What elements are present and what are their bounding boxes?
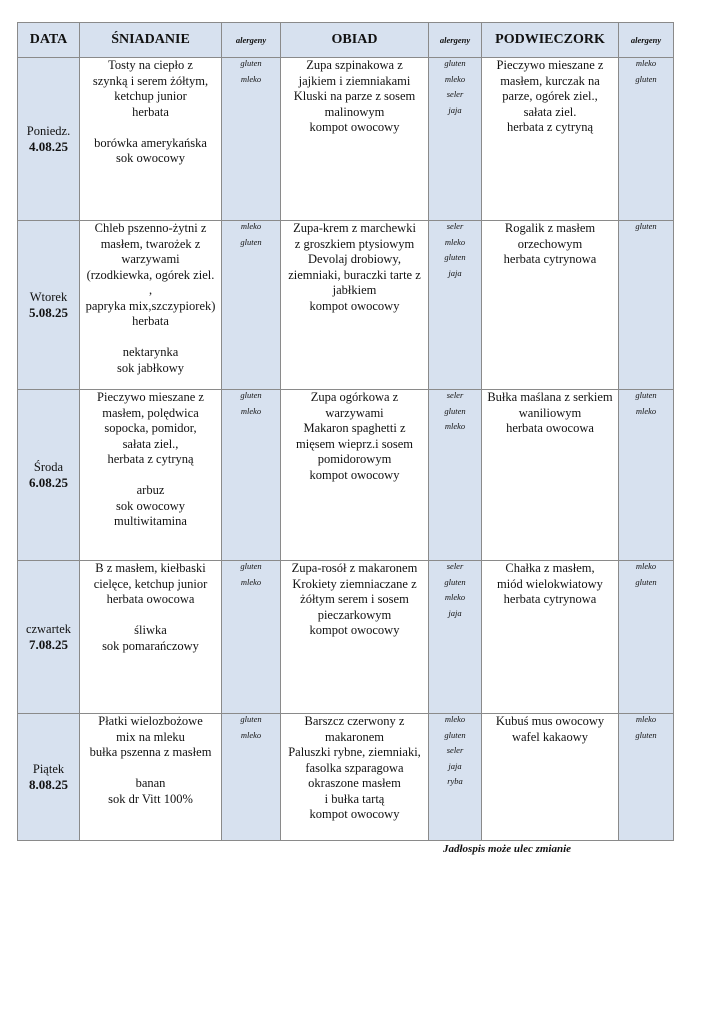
menu-line bbox=[80, 330, 221, 346]
menu-line: ketchup junior bbox=[114, 89, 187, 103]
lunch-cell bbox=[281, 58, 429, 221]
allergen-item: jaja bbox=[448, 104, 462, 115]
day-row bbox=[18, 561, 674, 714]
breakfast-allergens-cell bbox=[222, 390, 281, 561]
menu-line: herbata owocowa bbox=[106, 592, 195, 606]
menu-line: Chleb pszenno-żytni z bbox=[94, 221, 207, 235]
lunch-allergens-cell bbox=[429, 390, 482, 561]
menu-line: arbuz bbox=[136, 483, 165, 497]
lunch-cell bbox=[281, 714, 429, 841]
day-date: 8.08.25 bbox=[29, 777, 68, 792]
day-cell bbox=[18, 58, 80, 221]
day-name: Piątek bbox=[32, 762, 65, 776]
menu-line: herbata bbox=[132, 104, 169, 119]
allergen-item: mleko bbox=[444, 236, 466, 247]
menu-line: warzywami bbox=[121, 252, 180, 266]
menu-line: żółtym serem i sosem bbox=[300, 592, 409, 606]
menu-line: Rogalik z masłem bbox=[504, 221, 596, 235]
day-cell bbox=[18, 714, 80, 841]
lunch-allergens-cell bbox=[429, 221, 482, 390]
allergen-item: gluten bbox=[635, 221, 657, 231]
menu-line: papryka mix,szczypiorek) bbox=[85, 298, 216, 313]
allergen-item: seler bbox=[446, 390, 464, 400]
menu-line: Zupa-krem z marchewki bbox=[293, 221, 416, 235]
menu-line: mix na mleku bbox=[116, 729, 185, 744]
allergen-item: gluten bbox=[240, 58, 262, 68]
allergen-item: mleko bbox=[635, 714, 657, 724]
menu-line: Chałka z masłem, bbox=[505, 561, 595, 575]
header-allergens-breakfast: alergeny bbox=[222, 23, 281, 58]
menu-line: bułka pszenna z masłem bbox=[89, 745, 212, 759]
menu-line: borówka amerykańska bbox=[94, 135, 207, 150]
menu-line: malinowym bbox=[324, 104, 385, 119]
menu-line: masłem, kurczak na bbox=[500, 73, 600, 88]
menu-line: miód wielokwiatowy bbox=[497, 576, 603, 591]
allergen-item: gluten bbox=[240, 561, 262, 571]
menu-line: kompot owocowy bbox=[309, 807, 400, 821]
allergen-item: mleko bbox=[240, 576, 262, 587]
allergen-item: jaja bbox=[448, 607, 462, 618]
breakfast-allergens-cell bbox=[222, 561, 281, 714]
menu-line: kompot owocowy bbox=[309, 623, 400, 637]
menu-table bbox=[17, 22, 674, 841]
allergen-item: gluten bbox=[444, 405, 466, 416]
snack-cell bbox=[482, 714, 619, 841]
menu-line: Tosty na ciepło z bbox=[108, 58, 193, 72]
header-breakfast: ŚNIADANIE bbox=[80, 23, 222, 58]
snack-cell bbox=[482, 390, 619, 561]
menu-line: sok owocowy bbox=[115, 498, 186, 513]
day-row bbox=[18, 714, 674, 841]
menu-line: sałata ziel. bbox=[523, 104, 577, 119]
lunch-cell bbox=[281, 561, 429, 714]
menu-body bbox=[18, 58, 674, 841]
breakfast-cell bbox=[80, 714, 222, 841]
breakfast-cell bbox=[80, 58, 222, 221]
menu-line: Zupa-rosół z makaronem bbox=[291, 561, 418, 575]
menu-line: pomidorowym bbox=[317, 452, 392, 466]
menu-line: banan bbox=[135, 776, 166, 790]
menu-line: sok jabłkowy bbox=[116, 360, 184, 375]
allergen-item: mleko bbox=[635, 58, 657, 68]
menu-line bbox=[80, 761, 221, 777]
header-allergens-snack: alergeny bbox=[619, 23, 674, 58]
header-allergens-lunch: alergeny bbox=[429, 23, 482, 58]
menu-line: pieczarkowym bbox=[317, 607, 392, 622]
menu-line: herbata z cytryną bbox=[506, 120, 594, 134]
breakfast-cell bbox=[80, 390, 222, 561]
header-lunch: OBIAD bbox=[281, 23, 429, 58]
allergen-item: gluten bbox=[444, 252, 466, 262]
menu-line: multiwitamina bbox=[114, 514, 187, 528]
allergen-item: gluten bbox=[635, 729, 657, 740]
header-row bbox=[18, 23, 674, 58]
menu-line: Płatki wielozbożowe bbox=[98, 714, 203, 728]
menu-line: fasolka szparagowa bbox=[305, 760, 404, 775]
menu-line: szynką i serem żółtym, bbox=[92, 73, 209, 88]
menu-line: Makaron spaghetti z bbox=[303, 421, 406, 435]
lunch-allergens-cell bbox=[429, 561, 482, 714]
lunch-allergens-cell bbox=[429, 714, 482, 841]
menu-line: Zupa szpinakowa z bbox=[306, 58, 403, 72]
allergen-item: gluten bbox=[240, 390, 262, 400]
breakfast-allergens-cell bbox=[222, 58, 281, 221]
day-cell bbox=[18, 221, 80, 390]
snack-allergens-cell bbox=[619, 221, 674, 390]
menu-line: Zupa ogórkowa z bbox=[310, 390, 399, 404]
menu-line: sok pomarańczowy bbox=[102, 638, 199, 653]
menu-line: śliwka bbox=[134, 623, 167, 637]
menu-line: masłem, twarożek z bbox=[100, 236, 201, 251]
snack-allergens-cell bbox=[619, 390, 674, 561]
menu-line: herbata cytrynowa bbox=[503, 252, 597, 266]
menu-line: sałata ziel., bbox=[122, 436, 179, 451]
day-name: Poniedz. bbox=[26, 124, 71, 138]
allergen-item: mleko bbox=[444, 592, 466, 602]
header-date: DATA bbox=[18, 23, 80, 58]
day-cell bbox=[18, 390, 80, 561]
menu-line: jajkiem i ziemniakami bbox=[298, 73, 411, 88]
day-row bbox=[18, 390, 674, 561]
allergen-item: gluten bbox=[635, 390, 657, 400]
menu-line: z groszkiem ptysiowym bbox=[294, 236, 415, 251]
menu-line: Paluszki rybne, ziemniaki, bbox=[288, 745, 421, 759]
menu-line: kompot owocowy bbox=[309, 298, 400, 313]
lunch-allergens-cell bbox=[429, 58, 482, 221]
menu-line: okraszone masłem bbox=[308, 776, 401, 790]
menu-line: cielęce, ketchup junior bbox=[93, 576, 208, 591]
allergen-item: gluten bbox=[444, 576, 466, 587]
snack-cell bbox=[482, 58, 619, 221]
allergen-item: seler bbox=[446, 745, 464, 755]
allergen-item: gluten bbox=[240, 714, 262, 724]
allergen-item: gluten bbox=[635, 576, 657, 587]
allergen-item: gluten bbox=[240, 236, 262, 247]
menu-line: Devolaj drobiowy, bbox=[308, 252, 401, 266]
allergen-item: seler bbox=[446, 561, 464, 571]
menu-line: nektarynka bbox=[122, 345, 179, 359]
allergen-item: mleko bbox=[635, 561, 657, 571]
menu-line: jabłkiem bbox=[332, 283, 377, 297]
menu-line: kompot owocowy bbox=[309, 467, 400, 482]
snack-cell bbox=[482, 221, 619, 390]
day-date: 6.08.25 bbox=[29, 475, 68, 490]
menu-line: Barszcz czerwony z bbox=[304, 714, 405, 728]
menu-line: orzechowym bbox=[517, 236, 583, 251]
breakfast-cell bbox=[80, 221, 222, 390]
allergen-item: mleko bbox=[240, 221, 262, 231]
menu-line: i bułka tartą bbox=[324, 791, 385, 806]
breakfast-allergens-cell bbox=[222, 714, 281, 841]
allergen-item: jaja bbox=[448, 267, 462, 278]
day-row bbox=[18, 58, 674, 221]
allergen-item: gluten bbox=[444, 729, 466, 740]
menu-line: herbata z cytryną bbox=[107, 452, 194, 466]
menu-line: warzywami bbox=[325, 405, 384, 420]
menu-line: parze, ogórek ziel., bbox=[502, 89, 598, 103]
day-date: 5.08.25 bbox=[29, 305, 68, 320]
menu-line bbox=[80, 468, 221, 484]
menu-line: kompot owocowy bbox=[309, 120, 400, 134]
menu-line bbox=[80, 120, 221, 136]
menu-line: Pieczywo mieszane z bbox=[496, 58, 604, 72]
snack-allergens-cell bbox=[619, 561, 674, 714]
breakfast-cell bbox=[80, 561, 222, 714]
menu-line: herbata cytrynowa bbox=[503, 592, 597, 606]
lunch-cell bbox=[281, 221, 429, 390]
day-name: czwartek bbox=[25, 622, 72, 636]
allergen-item: ryba bbox=[447, 776, 463, 786]
menu-line: (rzodkiewka, ogórek ziel. bbox=[86, 267, 215, 282]
allergen-item: mleko bbox=[240, 405, 262, 416]
allergen-item: gluten bbox=[444, 58, 466, 68]
menu-line: herbata owocowa bbox=[506, 421, 594, 435]
menu-line: Pieczywo mieszane z bbox=[97, 390, 204, 404]
lunch-cell bbox=[281, 390, 429, 561]
menu-line: Kluski na parze z sosem bbox=[293, 89, 416, 103]
menu-line: sopocka, pomidor, bbox=[104, 421, 197, 435]
snack-allergens-cell bbox=[619, 714, 674, 841]
snack-cell bbox=[482, 561, 619, 714]
day-name: Środa bbox=[33, 460, 64, 474]
allergen-item: seler bbox=[446, 221, 464, 231]
menu-line: masłem, polędwica bbox=[102, 405, 199, 420]
menu-line: sok owocowy bbox=[115, 151, 186, 165]
menu-line: makaronem bbox=[324, 729, 384, 744]
day-name: Wtorek bbox=[29, 290, 68, 304]
menu-line: Kubuś mus owocowy bbox=[495, 714, 605, 728]
menu-line: wafel kakaowy bbox=[511, 729, 588, 744]
menu-line: waniliowym bbox=[518, 405, 582, 420]
header-snack: PODWIECZORK bbox=[482, 23, 619, 58]
allergen-item: gluten bbox=[635, 73, 657, 84]
allergen-item: seler bbox=[446, 89, 464, 99]
menu-line: ziemniaki, buraczki tarte z bbox=[288, 267, 421, 282]
allergen-item: jaja bbox=[448, 760, 462, 771]
menu-line bbox=[80, 608, 221, 624]
menu-line: mięsem wieprz.i sosem bbox=[296, 436, 413, 451]
allergen-item: mleko bbox=[635, 405, 657, 416]
allergen-item: mleko bbox=[444, 714, 466, 724]
day-date: 4.08.25 bbox=[29, 139, 68, 154]
allergen-item: mleko bbox=[444, 73, 466, 84]
snack-allergens-cell bbox=[619, 58, 674, 221]
day-cell bbox=[18, 561, 80, 714]
allergen-item: mleko bbox=[240, 73, 262, 84]
menu-line: , bbox=[148, 283, 153, 297]
allergen-item: mleko bbox=[240, 729, 262, 740]
breakfast-allergens-cell bbox=[222, 221, 281, 390]
day-row bbox=[18, 221, 674, 390]
menu-line: Krokiety ziemniaczane z bbox=[292, 576, 417, 591]
day-date: 7.08.25 bbox=[29, 637, 68, 652]
allergen-item: mleko bbox=[444, 421, 466, 431]
menu-line: herbata bbox=[132, 314, 169, 328]
footer-note: Jadłospis może ulec zmianie bbox=[443, 843, 572, 855]
menu-line: Bułka maślana z serkiem bbox=[487, 390, 613, 404]
menu-line: B z masłem, kiełbaski bbox=[95, 561, 206, 575]
menu-line: sok dr Vitt 100% bbox=[108, 791, 193, 806]
